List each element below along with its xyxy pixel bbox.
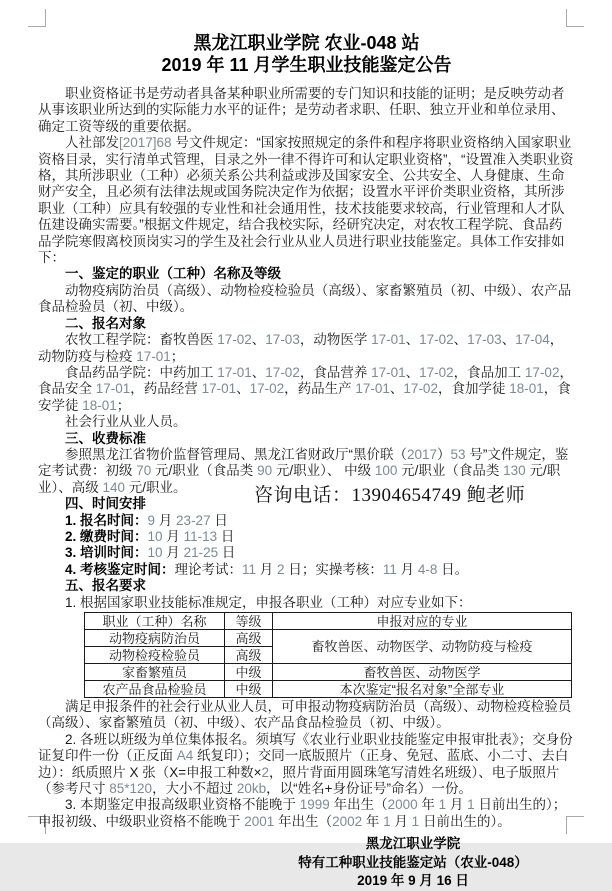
bold-label: 4. 考核鉴定时间： <box>65 561 175 577</box>
table-row <box>85 630 572 647</box>
text-segment: 、 <box>251 332 266 348</box>
text-segment: ，照片背面用圆珠笔写清姓名班级）、电子版照片（参考尺寸 <box>38 764 560 797</box>
text-segment: 2. 各班以班级为单位集体报名。须填写《农业行业职业技能鉴定申报审批表》；交身份证复印件一份（正反面 <box>38 731 573 764</box>
number-text: 53 <box>450 446 466 462</box>
number-text: 90 <box>257 463 273 479</box>
bold-label: 1. 报名时间： <box>65 512 148 528</box>
text-segment: ，食品加工 <box>453 364 525 380</box>
text-segment: 日；实操考核： <box>284 561 383 577</box>
text-segment: 元/职业。 <box>125 479 187 495</box>
text-segment: 月 <box>256 561 278 577</box>
post-table-paragraph-2 <box>38 732 575 798</box>
text-segment: 年 <box>362 813 384 829</box>
text-segment: 元/职业（食品类 <box>151 463 258 479</box>
post-table-paragraph-3 <box>38 797 575 830</box>
number-text: 18-01 <box>82 397 117 413</box>
section-4-heading: 四、时间安排 <box>65 496 146 512</box>
number-text: 17-02 <box>419 332 454 348</box>
document-content <box>38 32 575 891</box>
text-segment: 月 <box>390 813 412 829</box>
text-segment: 年出生（ <box>274 813 333 829</box>
number-text: 140 <box>102 479 126 495</box>
text-segment: 月 <box>162 545 184 561</box>
section-2-paragraph-3: 社会行业从业人员。 <box>65 414 187 430</box>
number-text: 2 <box>261 764 270 780</box>
crop-mark-top-left <box>28 9 46 27</box>
number-text: 1 <box>438 797 447 813</box>
table-cell: 高级 <box>225 647 273 664</box>
text-segment: ，大小不超过 <box>152 781 237 797</box>
number-text: 17-01 <box>355 381 390 397</box>
number-text: 11 <box>382 561 397 577</box>
number-text: 17-01 <box>371 364 406 380</box>
number-text: 11-13 <box>183 528 218 544</box>
number-text: 10 <box>147 545 163 561</box>
section-3-heading: 三、收费标准 <box>65 430 146 446</box>
text-segment: 日 <box>217 528 235 544</box>
text-segment: 年出生（ <box>329 797 388 813</box>
number-text: 17-03 <box>265 332 300 348</box>
signature-org: 黑龙江职业学院 <box>365 836 461 852</box>
number-text: 10 <box>147 528 163 544</box>
number-text: 17-01 <box>371 332 406 348</box>
crop-mark-top-right <box>566 9 584 27</box>
bold-label: 2. 缴费时间： <box>65 528 148 544</box>
number-text: 17-02 <box>217 332 252 348</box>
text-segment: 元/职业（食品类 <box>397 463 504 479</box>
intro-paragraph-1: 职业资格证书是劳动者具备某种职业所需要的专门知识和技能的证明；是反映劳动者从事该职业所达到的实际能力水平的证件；是劳动者求职、任职、独立开业和单位录用、确定工资等级的重要依据。 <box>38 86 565 134</box>
title-line-1: 黑龙江职业学院 农业-048 站 <box>193 33 420 53</box>
number-text: 17-02 <box>249 381 285 397</box>
section-5-heading: 五、报名要求 <box>65 578 146 594</box>
number-text: 2000 <box>387 797 418 813</box>
schedule-item-1 <box>38 513 575 529</box>
number-text: 20kb <box>236 781 267 797</box>
text-segment: ，食加学徒 <box>437 381 510 397</box>
text-segment: 、 <box>236 381 250 397</box>
section-2-heading: 二、报名对象 <box>65 315 146 331</box>
text-segment: 食品药品学院：中药加工 <box>65 364 218 380</box>
number-text: 130 <box>503 463 526 479</box>
signature-block <box>263 835 563 891</box>
table-cell: 本次鉴定“报名对象”全部专业 <box>273 681 572 698</box>
text-segment: 年 <box>417 797 439 813</box>
text-segment: 月 <box>155 512 177 528</box>
table-cell: 中级 <box>225 664 273 681</box>
signature-station: 特有工种职业技能鉴定站（农业-048） <box>298 854 528 870</box>
text-segment: 日前出生的）。 <box>419 813 511 829</box>
number-text: 17-01 <box>201 381 237 397</box>
number-text: 23-27 <box>176 512 211 528</box>
number-text: 1999 <box>299 797 330 813</box>
number-text: 100 <box>374 463 398 479</box>
text-segment: 3. 本期鉴定申报高级职业资格不能晚于 <box>65 797 300 813</box>
text-segment: ，动物医学 <box>299 332 372 348</box>
number-text: 2 <box>277 561 285 577</box>
number-text: 17-02 <box>403 381 438 397</box>
schedule-item-4 <box>38 562 575 578</box>
section-1-heading: 一、鉴定的职业（工种）名称及等级 <box>65 266 281 282</box>
number-text: 1 <box>467 797 475 813</box>
number-text: [2017]68 <box>119 135 172 151</box>
table-cell: 农产品食品检验员 <box>85 681 225 698</box>
number-text: 1 <box>383 813 391 829</box>
text-segment: 参照黑龙江省物价监督管理局、黑龙江省财政厅“黑价联（ <box>65 446 407 462</box>
number-text: 85*120 <box>109 781 153 797</box>
number-text: 11 <box>242 561 257 577</box>
number-text: 18-01 <box>509 381 544 397</box>
schedule-item-2 <box>38 529 575 545</box>
text-segment: 月 <box>396 561 418 577</box>
number-text: A4 <box>176 748 194 764</box>
section-1-body: 动物疫病防治员（高级）、动物检疫检验员（高级）、家畜繁殖员（初、中级）、农产品食品检验员（初、中级）。 <box>38 282 572 315</box>
text-segment: 元/职业）、高级 <box>38 463 561 495</box>
intro-paragraph-2 <box>38 135 575 266</box>
number-text: 4-8 <box>417 561 438 577</box>
text-segment: ） <box>437 446 451 462</box>
text-segment: 纸复印）；交同一底版照片（正身、免冠、蓝底、小二寸、去白边）：纸质照片 X 张（X=申报工种数× <box>38 748 569 780</box>
number-text: 17-02 <box>419 364 454 380</box>
text-segment: 理论考试： <box>174 561 243 577</box>
table-cell: 家畜繁殖员 <box>85 664 225 681</box>
text-segment: 号文件规定：“国家按照规定的条件和程序将职业资格纳入国家职业资格目录，实行清单式管理，目录之外一律不得许可和认定职业资格”，“设置准入类职业资格，其所涉职业（工种）必须关系公共利益或涉及国家安全、公共安全、人身健康、生命财产安全，且必须有法律法规或国务院决定作为依据；设置水平评价类职业资格，其所涉职业（工种）应具有较强的专业性和社会通用性，技术技能要求较高，行业管理和人才队伍建设确实需要。”根据文件规定，结合我校实际，经研究决定，对农牧工程学院、食品药品学院寒假离校顶岗实习的学生及社会行业从业人员进行职业技能鉴定。具体工作安排如下： <box>38 135 574 266</box>
table-cell: 畜牧兽医、动物医学、动物防疫与检疫 <box>273 630 572 664</box>
text-segment: 、 <box>251 364 266 380</box>
number-text: 1 <box>411 813 420 829</box>
phone-annotation: 咨询电话：13904654749 鲍老师 <box>254 485 526 506</box>
text-segment: 、 <box>405 332 420 348</box>
majors-table <box>84 612 572 698</box>
number-text: 17-02 <box>524 364 560 380</box>
bold-label: 3. 培训时间： <box>65 545 148 561</box>
number-text: 17-01 <box>217 364 252 380</box>
text-segment: 、 <box>501 332 516 348</box>
table-header-cell: 等级 <box>225 613 273 630</box>
text-segment: 、 <box>389 381 404 397</box>
text-segment: 号”文件规定，鉴定考试费：初级 <box>38 446 569 479</box>
text-segment: ，药品经营 <box>130 381 202 397</box>
schedule-item-3 <box>38 545 575 561</box>
table-cell: 中级 <box>225 681 273 698</box>
text-segment: 农牧工程学院：畜牧兽医 <box>65 332 218 348</box>
number-text: 2017 <box>407 446 438 462</box>
number-text: 17-03 <box>467 332 502 348</box>
document-title <box>38 32 575 76</box>
text-segment: ，以“姓名+身份证号”命名）一份。 <box>266 781 472 797</box>
title-line-2: 2019 年 11 月学生职业技能鉴定公告 <box>161 55 452 75</box>
number-text: 17-01 <box>95 381 131 397</box>
table-header-cell: 申报对应的专业 <box>273 613 572 630</box>
section-2-paragraph-2 <box>38 365 575 414</box>
text-segment: 、 <box>405 364 420 380</box>
table-cell: 高级 <box>225 630 273 647</box>
number-text: 2001 <box>244 813 275 829</box>
table-header-cell: 职业（工种）名称 <box>85 613 225 630</box>
table-row <box>85 664 572 681</box>
text-segment: 人社部发 <box>65 135 119 151</box>
text-segment: ，食安学徒 <box>38 381 571 413</box>
text-segment: 日 <box>218 545 236 561</box>
number-text: 9 <box>147 512 156 528</box>
text-segment: 月 <box>162 528 184 544</box>
number-text: 17-02 <box>265 364 300 380</box>
text-segment: 月 <box>446 797 468 813</box>
text-segment: 日 <box>210 512 228 528</box>
number-text: 2002 <box>332 813 363 829</box>
section-5-intro: 1. 根据国家职业技能标准规定，申报各职业（工种）对应专业如下： <box>65 594 472 610</box>
text-segment: 、 <box>453 332 468 348</box>
section-2-paragraph-1 <box>38 332 575 365</box>
text-segment: 日。 <box>437 561 469 577</box>
table-header-row <box>85 613 572 630</box>
text-segment: ，药品生产 <box>284 381 356 397</box>
text-segment: 日前出生的）；申报初级、中级职业资格不能晚于 <box>38 797 567 829</box>
number-text: 17-04 <box>515 332 550 348</box>
signature-date: 2019 年 9 月 16 日 <box>357 873 469 889</box>
table-cell: 动物检疫检验员 <box>85 647 225 664</box>
text-segment: ，动物防疫与检疫 <box>38 332 564 364</box>
text-segment: ； <box>170 348 185 364</box>
text-segment: 元/职业）、 中级 <box>272 463 375 479</box>
text-segment: ，食品营养 <box>299 364 372 380</box>
table-cell: 畜牧兽医、动物医学 <box>273 664 572 681</box>
table-row <box>85 681 572 698</box>
text-segment: ； <box>116 397 131 413</box>
table-cell: 动物疫病防治员 <box>85 630 225 647</box>
number-text: 17-01 <box>136 348 171 364</box>
number-text: 70 <box>136 463 152 479</box>
post-table-paragraph-1: 满足申报条件的社会行业从业人员，可申报动物疫病防治员（高级）、动物检疫检验员（高级）、家畜繁殖员（初、中级）、农产品食品检验员（初、中级）。 <box>38 699 572 731</box>
number-text: 21-25 <box>183 545 219 561</box>
text-segment: ，食品安全 <box>38 364 573 397</box>
